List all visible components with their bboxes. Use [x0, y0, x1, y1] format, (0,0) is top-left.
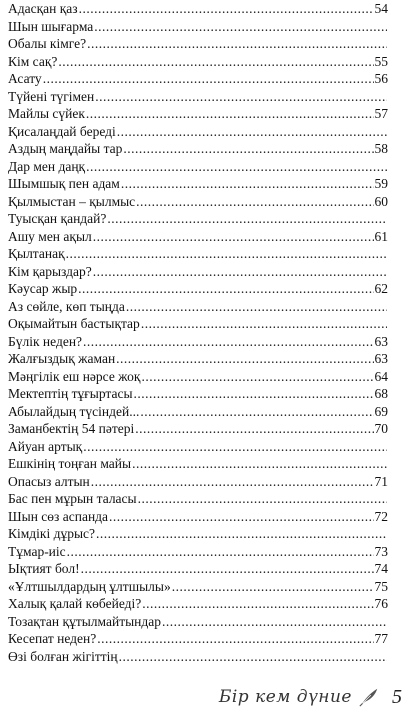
toc-row	[8, 385, 388, 403]
toc-leader-dots	[107, 210, 387, 228]
toc-row	[8, 560, 388, 578]
toc-leader-dots	[66, 245, 387, 263]
toc-row	[8, 88, 388, 106]
table-of-contents	[8, 0, 388, 665]
toc-row	[8, 298, 388, 316]
toc-leader-dots	[132, 455, 387, 473]
toc-entry-title: Түйені түгімен	[8, 88, 95, 104]
toc-entry-title: Аз сөйле, көп тыңда	[8, 298, 125, 314]
toc-entry-page: 57	[374, 106, 388, 121]
toc-leader-dots	[87, 35, 387, 53]
toc-leader-dots	[86, 158, 387, 176]
toc-entry-title: Майлы сүйек	[8, 106, 85, 121]
toc-leader-dots	[141, 315, 387, 333]
toc-entry-page: 58	[374, 141, 388, 156]
toc-row	[8, 595, 388, 613]
toc-leader-dots	[135, 420, 373, 438]
toc-entry-title: Адасқан қаз	[8, 1, 78, 16]
toc-entry-page: 55	[374, 53, 388, 69]
toc-row	[8, 473, 388, 491]
toc-row	[8, 403, 388, 421]
toc-leader-dots	[121, 175, 374, 193]
toc-entry-title: Шын сөз аспанда	[8, 508, 109, 524]
toc-row	[8, 630, 388, 648]
toc-leader-dots	[67, 543, 374, 561]
toc-leader-dots	[97, 630, 373, 648]
toc-row	[8, 53, 388, 71]
toc-entry-title: Кім сақ?	[8, 53, 58, 69]
toc-leader-dots	[138, 490, 387, 508]
toc-row	[8, 18, 388, 36]
toc-entry-page: 76	[374, 596, 388, 611]
toc-entry-page: 59	[374, 176, 388, 191]
toc-entry-title: Оқымайтын бастықтар	[8, 316, 140, 331]
toc-leader-dots	[93, 263, 387, 281]
toc-leader-dots	[86, 105, 374, 123]
toc-entry-title: Бүлік неден?	[8, 333, 83, 349]
toc-entry-title: Дар мен даңқ	[8, 158, 86, 174]
toc-entry-page: 68	[374, 386, 388, 401]
toc-leader-dots	[83, 333, 373, 351]
toc-leader-dots	[162, 613, 387, 631]
toc-entry-page: 75	[374, 578, 388, 594]
toc-entry-page: 71	[374, 473, 388, 489]
toc-leader-dots	[136, 193, 373, 211]
toc-entry-title: Туысқан қандай?	[8, 211, 107, 226]
toc-row	[8, 315, 388, 333]
toc-leader-dots	[81, 560, 374, 578]
page-number: 5	[392, 685, 402, 708]
toc-row	[8, 490, 388, 508]
toc-row	[8, 123, 388, 141]
toc-entry-title: Ашу мен ақыл	[8, 228, 92, 244]
toc-entry-title: Шымшық пен адам	[8, 176, 120, 191]
toc-leader-dots	[134, 385, 374, 403]
toc-entry-title: Өзі болған жігіттің	[8, 648, 118, 664]
toc-entry-title: Ықтият бол!	[8, 561, 80, 576]
toc-entry-title: Кәусар жыр	[8, 281, 78, 296]
toc-leader-dots	[95, 88, 387, 106]
toc-entry-title: Опасыз алтын	[8, 473, 90, 489]
toc-entry-page: 64	[374, 368, 388, 384]
toc-entry-title: Ешкінің тоңған майы	[8, 456, 132, 471]
feather-quill-icon	[358, 686, 380, 708]
toc-entry-title: Аздың маңдайы тар	[8, 141, 123, 156]
toc-row	[8, 578, 388, 596]
toc-entry-title: Кім қарыздар?	[8, 263, 92, 279]
toc-leader-dots	[58, 53, 373, 71]
toc-entry-title: Қылмыстан – қылмыс	[8, 193, 136, 209]
toc-entry-page: 74	[374, 561, 388, 576]
toc-entry-title: «Ұлтшылдардың ұлтшылы»	[8, 578, 171, 594]
toc-leader-dots	[117, 123, 387, 141]
toc-row	[8, 0, 388, 18]
toc-entry-title: Кесепат неден?	[8, 631, 97, 646]
toc-row	[8, 263, 388, 281]
toc-entry-title: Шын шығарма	[8, 18, 94, 34]
toc-leader-dots	[123, 140, 373, 158]
toc-entry-title: Обалы кімге?	[8, 36, 87, 51]
toc-leader-dots	[96, 525, 387, 543]
toc-leader-dots	[93, 228, 374, 246]
toc-entry-page: 69	[374, 403, 388, 419]
toc-entry-page: 70	[374, 421, 388, 436]
toc-entry-title: Мектептің тұғыртасы	[8, 386, 133, 401]
toc-leader-dots	[43, 70, 374, 88]
toc-entry-page: 54	[374, 1, 388, 16]
toc-entry-page: 62	[374, 281, 388, 296]
toc-leader-dots	[109, 508, 373, 526]
toc-leader-dots	[91, 473, 374, 491]
toc-entry-page: 77	[374, 631, 388, 646]
toc-entry-page: 63	[374, 351, 388, 366]
toc-row	[8, 175, 388, 193]
toc-row	[8, 525, 388, 543]
toc-entry-title: Жалғыздық жаман	[8, 351, 116, 366]
toc-row	[8, 210, 388, 228]
toc-entry-page: 60	[374, 193, 388, 209]
toc-row	[8, 350, 388, 368]
toc-leader-dots	[141, 368, 373, 386]
toc-leader-dots	[119, 648, 387, 666]
toc-row	[8, 420, 388, 438]
toc-entry-title: Заманбектің 54 пәтері	[8, 421, 135, 436]
toc-row	[8, 438, 388, 456]
toc-leader-dots	[172, 578, 374, 596]
book-title: Бір кем дүние	[218, 687, 352, 707]
toc-leader-dots	[116, 350, 373, 368]
toc-row	[8, 543, 388, 561]
toc-row	[8, 613, 388, 631]
toc-entry-title: Қисалаңдай береді	[8, 123, 116, 139]
toc-row	[8, 508, 388, 526]
toc-leader-dots	[142, 595, 373, 613]
toc-entry-title: Қылтанақ	[8, 246, 65, 261]
toc-row	[8, 228, 388, 246]
toc-leader-dots	[126, 298, 387, 316]
toc-entry-title: Тұмар-иіс	[8, 543, 66, 559]
toc-entry-page: 72	[374, 508, 388, 524]
toc-row	[8, 455, 388, 473]
toc-entry-title: Асату	[8, 71, 42, 86]
toc-entry-title: Бас пен мұрын таласы	[8, 491, 137, 506]
toc-leader-dots	[83, 438, 387, 456]
toc-entry-page: 63	[374, 333, 388, 349]
toc-row	[8, 35, 388, 53]
toc-row	[8, 245, 388, 263]
toc-row	[8, 158, 388, 176]
toc-entry-title: Халық қалай көбейеді?	[8, 596, 142, 611]
toc-leader-dots	[78, 280, 373, 298]
toc-row	[8, 280, 388, 298]
toc-row	[8, 193, 388, 211]
toc-leader-dots	[79, 0, 374, 18]
toc-entry-title: Мәңгілік еш нәрсе жоқ	[8, 368, 141, 384]
toc-entry-title: Абылайдың түсіндей...	[8, 403, 140, 419]
toc-entry-title: Кімдікі дұрыс?	[8, 526, 96, 541]
toc-entry-title: Тозақтан құтылмайтындар	[8, 613, 162, 629]
toc-row	[8, 368, 388, 386]
page-footer	[219, 682, 402, 712]
toc-row	[8, 140, 388, 158]
toc-leader-dots	[140, 403, 373, 421]
toc-entry-page: 61	[374, 228, 388, 244]
toc-leader-dots	[94, 18, 387, 36]
toc-row	[8, 70, 388, 88]
toc-entry-page: 56	[374, 71, 388, 86]
toc-entry-page: 73	[374, 543, 388, 559]
toc-row	[8, 105, 388, 123]
toc-row	[8, 648, 388, 666]
toc-row	[8, 333, 388, 351]
toc-entry-title: Айуан артық	[8, 438, 83, 454]
